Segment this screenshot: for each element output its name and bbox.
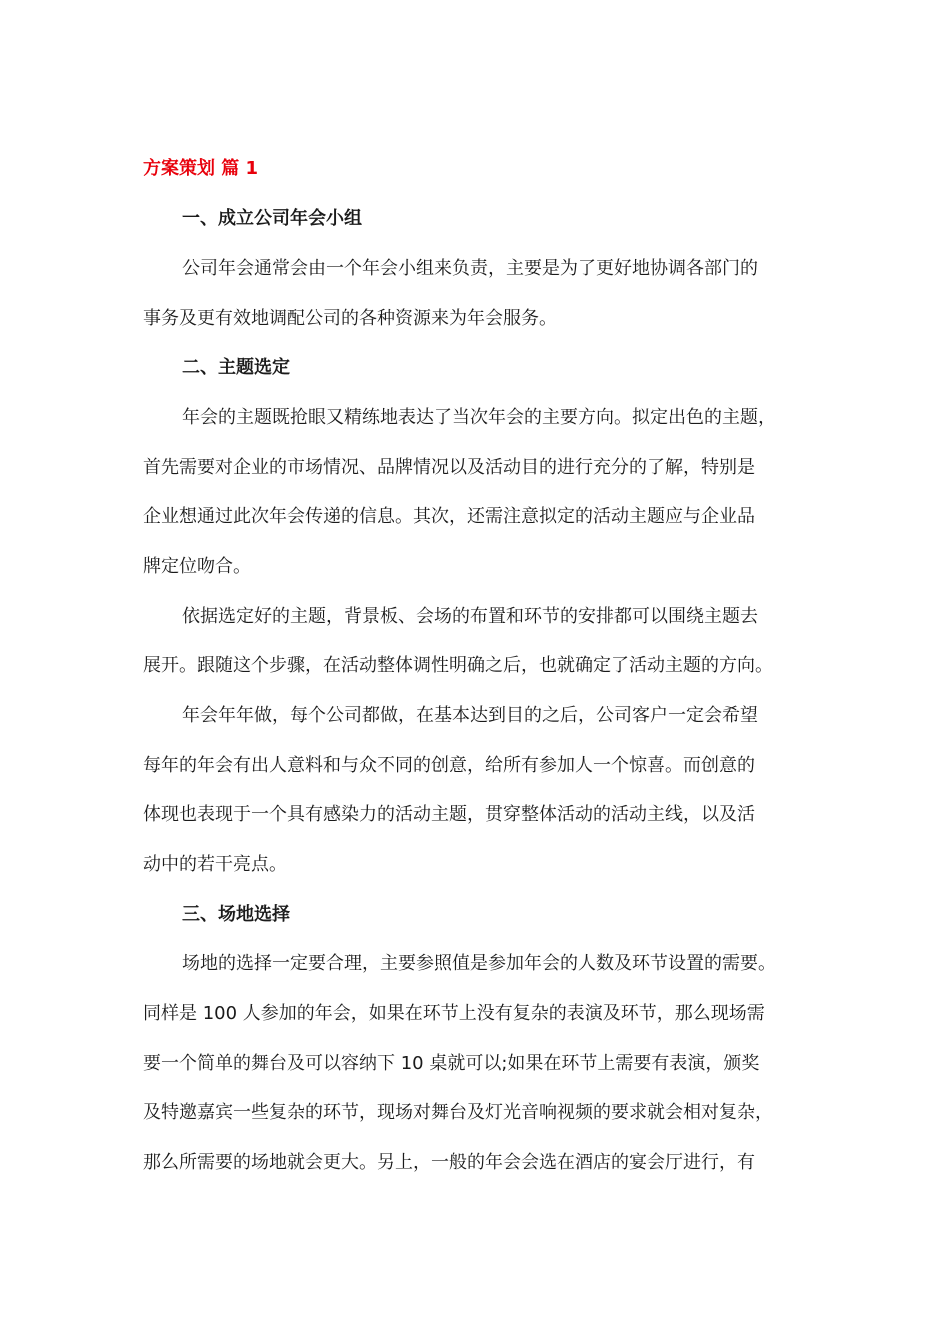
paragraph-line: 展开。跟随这个步骤，在活动整体调性明确之后，也就确定了活动主题的方向。 — [143, 655, 773, 676]
paragraph-line: 每年的年会有出人意料和与众不同的创意，给所有参加人一个惊喜。而创意的 — [143, 755, 755, 776]
paragraph-line: 及特邀嘉宾一些复杂的环节，现场对舞台及灯光音响视频的要求就会相对复杂， — [143, 1102, 773, 1123]
paragraph-line: 年会年年做，每个公司都做，在基本达到目的之后，公司客户一定会希望 — [182, 705, 758, 726]
paragraph-line: 场地的选择一定要合理，主要参照值是参加年会的人数及环节设置的需要。 — [182, 953, 776, 974]
paragraph-line: 依据选定好的主题，背景板、会场的布置和环节的安排都可以围绕主题去 — [182, 606, 758, 627]
paragraph-line: 首先需要对企业的市场情况、品牌情况以及活动目的进行充分的了解，特别是 — [143, 457, 755, 478]
paragraph-line: 同样是 100 人参加的年会，如果在环节上没有复杂的表演及环节，那么现场需 — [143, 1003, 765, 1024]
paragraph-line: 动中的若干亮点。 — [143, 854, 287, 875]
paragraph-line: 要一个简单的舞台及可以容纳下 10 桌就可以;如果在环节上需要有表演，颁奖 — [143, 1053, 760, 1074]
document-title: 方案策划 篇 1 — [143, 158, 259, 179]
section-heading-3: 三、场地选择 — [182, 904, 290, 925]
paragraph-line: 那么所需要的场地就会更大。另上，一般的年会会选在酒店的宴会厅进行，有 — [143, 1152, 755, 1173]
section-heading-2: 二、主题选定 — [182, 357, 290, 378]
paragraph-line: 年会的主题既抢眼又精练地表达了当次年会的主要方向。拟定出色的主题， — [182, 407, 776, 428]
section-heading-1: 一、成立公司年会小组 — [182, 208, 362, 229]
paragraph-line: 事务及更有效地调配公司的各种资源来为年会服务。 — [143, 308, 557, 329]
paragraph-line: 牌定位吻合。 — [143, 556, 251, 577]
paragraph-line: 企业想通过此次年会传递的信息。其次，还需注意拟定的活动主题应与企业品 — [143, 506, 755, 527]
paragraph-line: 体现也表现于一个具有感染力的活动主题，贯穿整体活动的活动主线，以及活 — [143, 804, 755, 825]
paragraph-line: 公司年会通常会由一个年会小组来负责，主要是为了更好地协调各部门的 — [182, 258, 758, 279]
